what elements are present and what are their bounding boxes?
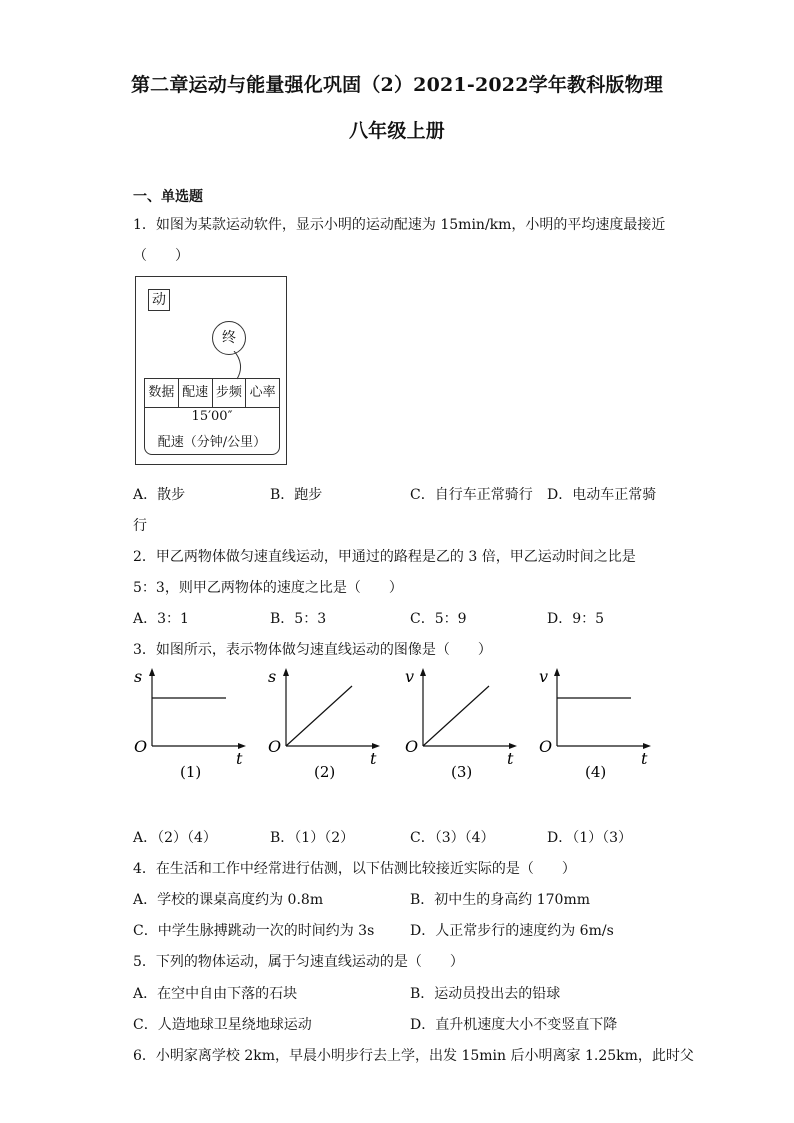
origin-label: O — [134, 737, 148, 756]
q3-option-d: D．（1）（3） — [547, 830, 633, 846]
q1-option-a: A．散步 — [133, 487, 186, 503]
q4-option-a: A．学校的课桌高度约为 0.8m — [133, 892, 324, 908]
q5-option-c: C．人造地球卫星绕地球运动 — [133, 1017, 312, 1033]
y-axis-label: v — [539, 667, 549, 686]
tab-pace: 配速 — [179, 379, 213, 407]
graph-caption: (3) — [451, 763, 473, 781]
y-axis-arrow — [554, 668, 560, 676]
tab-data: 数据 — [145, 379, 179, 407]
y-axis-label: s — [268, 667, 277, 686]
q5-text-line1: 5．下列的物体运动，属于匀速直线运动的是（ ） — [133, 954, 464, 970]
motion-graph-4 — [537, 664, 667, 784]
q5-option-d: D．直升机速度大小不变竖直下降 — [410, 1017, 618, 1033]
q3-option-a: A．（2）（4） — [133, 830, 217, 846]
origin-label: O — [405, 737, 419, 756]
q1-app-figure — [135, 276, 287, 465]
q4-option-c: C．中学生脉搏跳动一次的时间约为 3s — [133, 923, 375, 939]
q5-option-b: B．运动员投出去的铅球 — [410, 986, 561, 1002]
graph-line — [423, 686, 489, 746]
q1-option-d-wrap: 行 — [133, 518, 147, 534]
panel-tabs — [145, 379, 279, 408]
app-badge: 动 — [148, 289, 170, 311]
q3-option-c: C．（3）（4） — [410, 830, 495, 846]
q1-text-line2: （ ） — [133, 248, 189, 264]
q1-text-line1: 1．如图为某款运动软件，显示小明的运动配速为 15min/km，小明的平均速度最接近 — [133, 217, 666, 233]
q1-option-d: D．电动车正常骑 — [547, 487, 657, 503]
y-axis-arrow — [420, 668, 426, 676]
q2-option-b: B．5：3 — [270, 611, 327, 627]
y-axis-label: s — [134, 667, 143, 686]
q4-text-line1: 4．在生活和工作中经常进行估测，以下估测比较接近实际的是（ ） — [133, 861, 576, 877]
q2-option-d: D．9：5 — [547, 611, 605, 627]
y-axis-arrow — [283, 668, 289, 676]
q2-text-line2: 5：3，则甲乙两物体的速度之比是（ ） — [133, 580, 403, 596]
q2-option-a: A．3：1 — [133, 611, 189, 627]
document-title-line2: 八年级上册 — [348, 120, 445, 142]
origin-label: O — [268, 737, 282, 756]
q3-option-b: B．（1）（2） — [270, 830, 355, 846]
q3-text-line1: 3．如图所示，表示物体做匀速直线运动的图像是（ ） — [133, 642, 492, 658]
motion-graph-2 — [266, 664, 396, 784]
q1-option-c: C．自行车正常骑行 — [410, 487, 533, 503]
origin-label: O — [539, 737, 553, 756]
graph-caption: (1) — [180, 763, 202, 781]
motion-graph-3 — [403, 664, 533, 784]
document-title-line1: 第二章运动与能量强化巩固（2）2021-2022学年教科版物理 — [130, 74, 664, 96]
tab-cadence: 步频 — [213, 379, 247, 407]
q4-option-b: B．初中生的身高约 170mm — [410, 892, 591, 908]
q5-option-a: A．在空中自由下落的石块 — [133, 986, 298, 1002]
x-axis-label: t — [507, 749, 514, 768]
end-circle: 终 — [212, 321, 246, 355]
tab-heart-rate: 心率 — [249, 385, 276, 400]
q2-option-c: C．5：9 — [410, 611, 467, 627]
y-axis-arrow — [149, 668, 155, 676]
graph-caption: (2) — [314, 763, 336, 781]
section-heading: 一、单选题 — [133, 189, 203, 205]
y-axis-label: v — [405, 667, 415, 686]
x-axis-label: t — [236, 749, 243, 768]
motion-graph-1 — [132, 664, 262, 784]
pace-value: 15′00″ — [191, 409, 233, 424]
q1-option-b: B．跑步 — [270, 487, 323, 503]
graph-line — [286, 686, 352, 746]
q6-text-line1: 6．小明家离学校 2km，早晨小明步行去上学，出发 15min 后小明离家 1.25km，此时父 — [133, 1048, 694, 1064]
q4-option-d: D．人正常步行的速度约为 6m/s — [410, 923, 614, 939]
graph-caption: (4) — [585, 763, 607, 781]
circle-tail-icon — [231, 351, 251, 381]
data-panel — [144, 378, 280, 455]
q2-text-line1: 2．甲乙两物体做匀速直线运动，甲通过的路程是乙的 3 倍，甲乙运动时间之比是 — [133, 549, 636, 565]
x-axis-label: t — [641, 749, 648, 768]
pace-label: 配速（分钟/公里） — [157, 435, 267, 450]
x-axis-label: t — [370, 749, 377, 768]
